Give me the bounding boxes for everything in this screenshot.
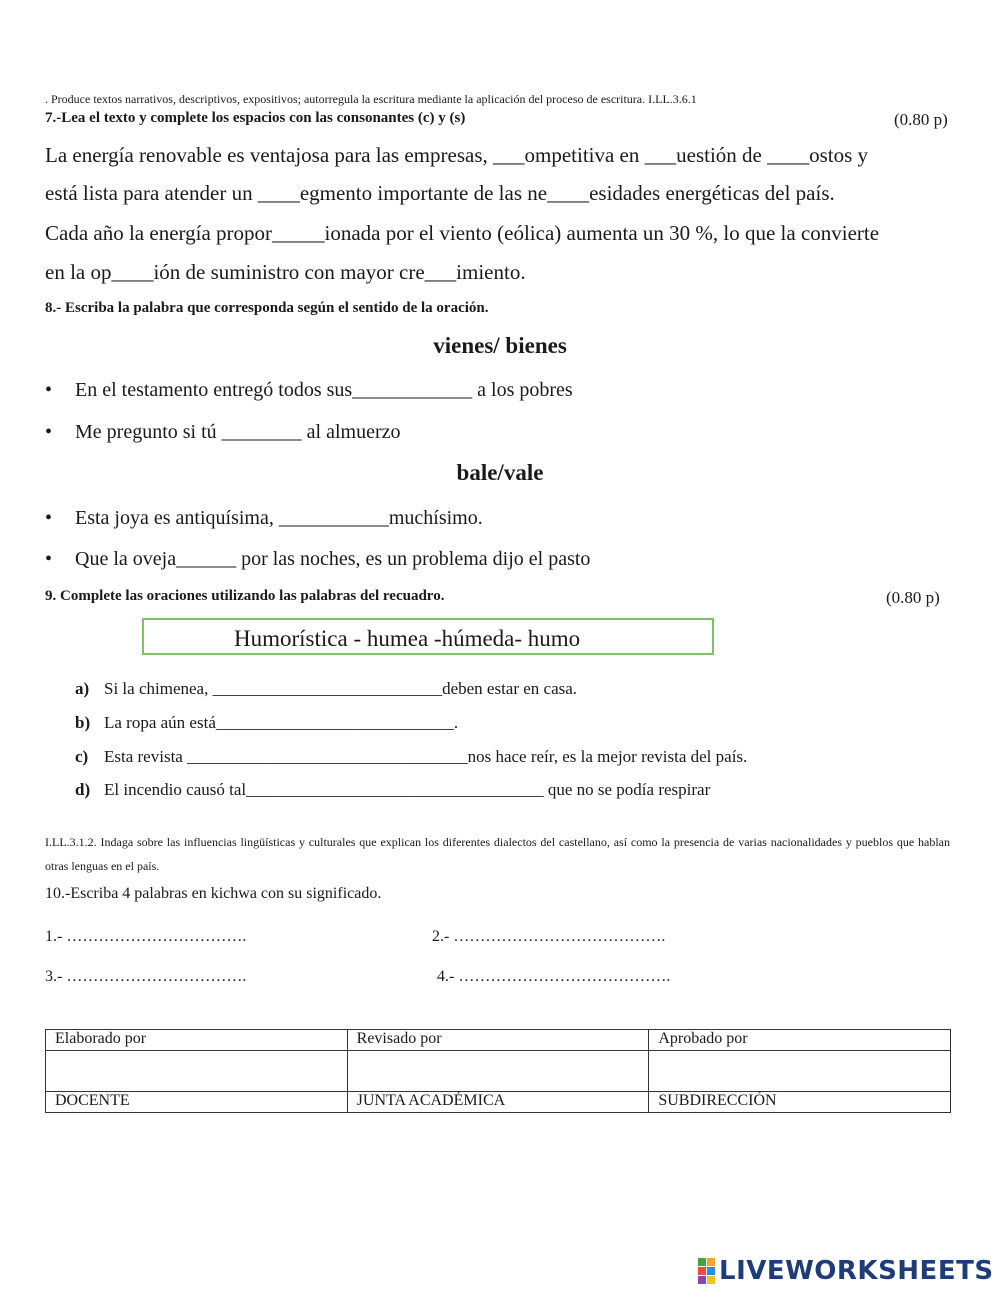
signature-cell: [649, 1051, 951, 1092]
list-item: [75, 713, 458, 733]
table-role-cell: DOCENTE: [46, 1092, 348, 1113]
table-header-cell: Revisado por: [347, 1030, 649, 1051]
word-pair-heading-1: vienes/ bienes: [433, 333, 567, 358]
item-text: La ropa aún está____________________________.: [104, 713, 459, 732]
signature-cell: [46, 1051, 348, 1092]
kichwa-entry: 1.- …………………………….: [45, 928, 247, 945]
list-item-text: En el testamento entregó todos sus____________ a los pobres: [75, 379, 573, 401]
list-item: [75, 747, 747, 767]
question-10-title: 10.-Escriba 4 palabras en kichwa con su significado.: [45, 885, 382, 902]
signature-table: [45, 1029, 951, 1113]
list-item: • Que la oveja______ por las noches, es un problema dijo el pasto: [45, 548, 591, 570]
item-text: Si la chimenea, ___________________________deben estar en casa.: [104, 679, 578, 698]
question-7-title: 7.-Lea el texto y complete los espacios con las consonantes (c) y (s): [45, 110, 466, 126]
word-box: [142, 618, 714, 655]
item-text: El incendio causó tal___________________________________ que no se podía respirar: [104, 780, 711, 799]
question-7-line: Cada año la energía propor_____ionada por el viento (eólica) aumenta un 30 %, lo que la convierte: [45, 221, 880, 245]
item-label: b): [75, 713, 91, 732]
logo-mark-icon: [698, 1258, 715, 1284]
list-item: • Me pregunto si tú ________ al almuerzo: [45, 421, 401, 443]
table-row: [46, 1092, 951, 1113]
list-item: [75, 780, 710, 800]
signature-cell: [347, 1051, 649, 1092]
table-role-cell: JUNTA ACADÉMICA: [347, 1092, 649, 1113]
list-item-text: Esta joya es antiquísima, ___________muchísimo.: [75, 507, 483, 529]
question-9-title: 9. Complete las oraciones utilizando las palabras del recuadro.: [45, 588, 445, 604]
item-label: c): [75, 747, 89, 766]
list-item-text: Que la oveja______ por las noches, es un problema dijo el pasto: [75, 548, 591, 570]
list-item: • Esta joya es antiquísima, ___________muchísimo.: [45, 507, 483, 529]
kichwa-entry: 4.- ………………………………….: [437, 968, 671, 985]
question-7-points: (0.80 p): [894, 110, 948, 129]
question-7-line: en la op____ión de suministro con mayor cre___imiento.: [45, 260, 526, 284]
question-9-points: (0.80 p): [886, 588, 940, 607]
table-row: [46, 1051, 951, 1092]
table-header-cell: Elaborado por: [46, 1030, 348, 1051]
liveworksheets-logo: [698, 1256, 994, 1286]
list-item: [75, 679, 577, 699]
logo-text: LIVEWORKSHEETS: [719, 1256, 994, 1286]
item-label: d): [75, 780, 91, 799]
list-item: • En el testamento entregó todos sus____________ a los pobres: [45, 379, 573, 401]
standard-text-2: I.LL.3.1.2. Indaga sobre las influencias lingüísticas y culturales que explican los diferentes dialectos del castellano, así como la presencia de varias nacionalidades y pueblos que hablan otras lenguas en el país.: [45, 835, 950, 873]
table-row: [46, 1030, 951, 1051]
question-7-line: La energía renovable es ventajosa para las empresas, ___ompetitiva en ___uestión de ____ostos y: [45, 143, 869, 167]
table-role-cell: SUBDIRECCIÓN: [649, 1092, 951, 1113]
item-text: Esta revista _________________________________nos hace reír, es la mejor revista del país.: [104, 747, 748, 766]
kichwa-entry: 3.- …………………………….: [45, 968, 247, 985]
list-item-text: Me pregunto si tú ________ al almuerzo: [75, 421, 401, 443]
standard-text-1: . Produce textos narrativos, descriptivos, expositivos; autorregula la escritura mediante la aplicación del proceso de escritura. I.LL.3.6.1: [45, 92, 697, 106]
item-label: a): [75, 679, 90, 698]
word-pair-heading-2: bale/vale: [456, 460, 544, 485]
question-8-title: 8.- Escriba la palabra que corresponda según el sentido de la oración.: [45, 300, 489, 316]
kichwa-entry: 2.- ………………………………….: [432, 928, 666, 945]
table-header-cell: Aprobado por: [649, 1030, 951, 1051]
word-box-text: Humorística - humea -húmeda- humo: [234, 626, 581, 651]
question-7-line: está lista para atender un ____egmento importante de las ne____esidades energéticas del país.: [45, 181, 835, 205]
